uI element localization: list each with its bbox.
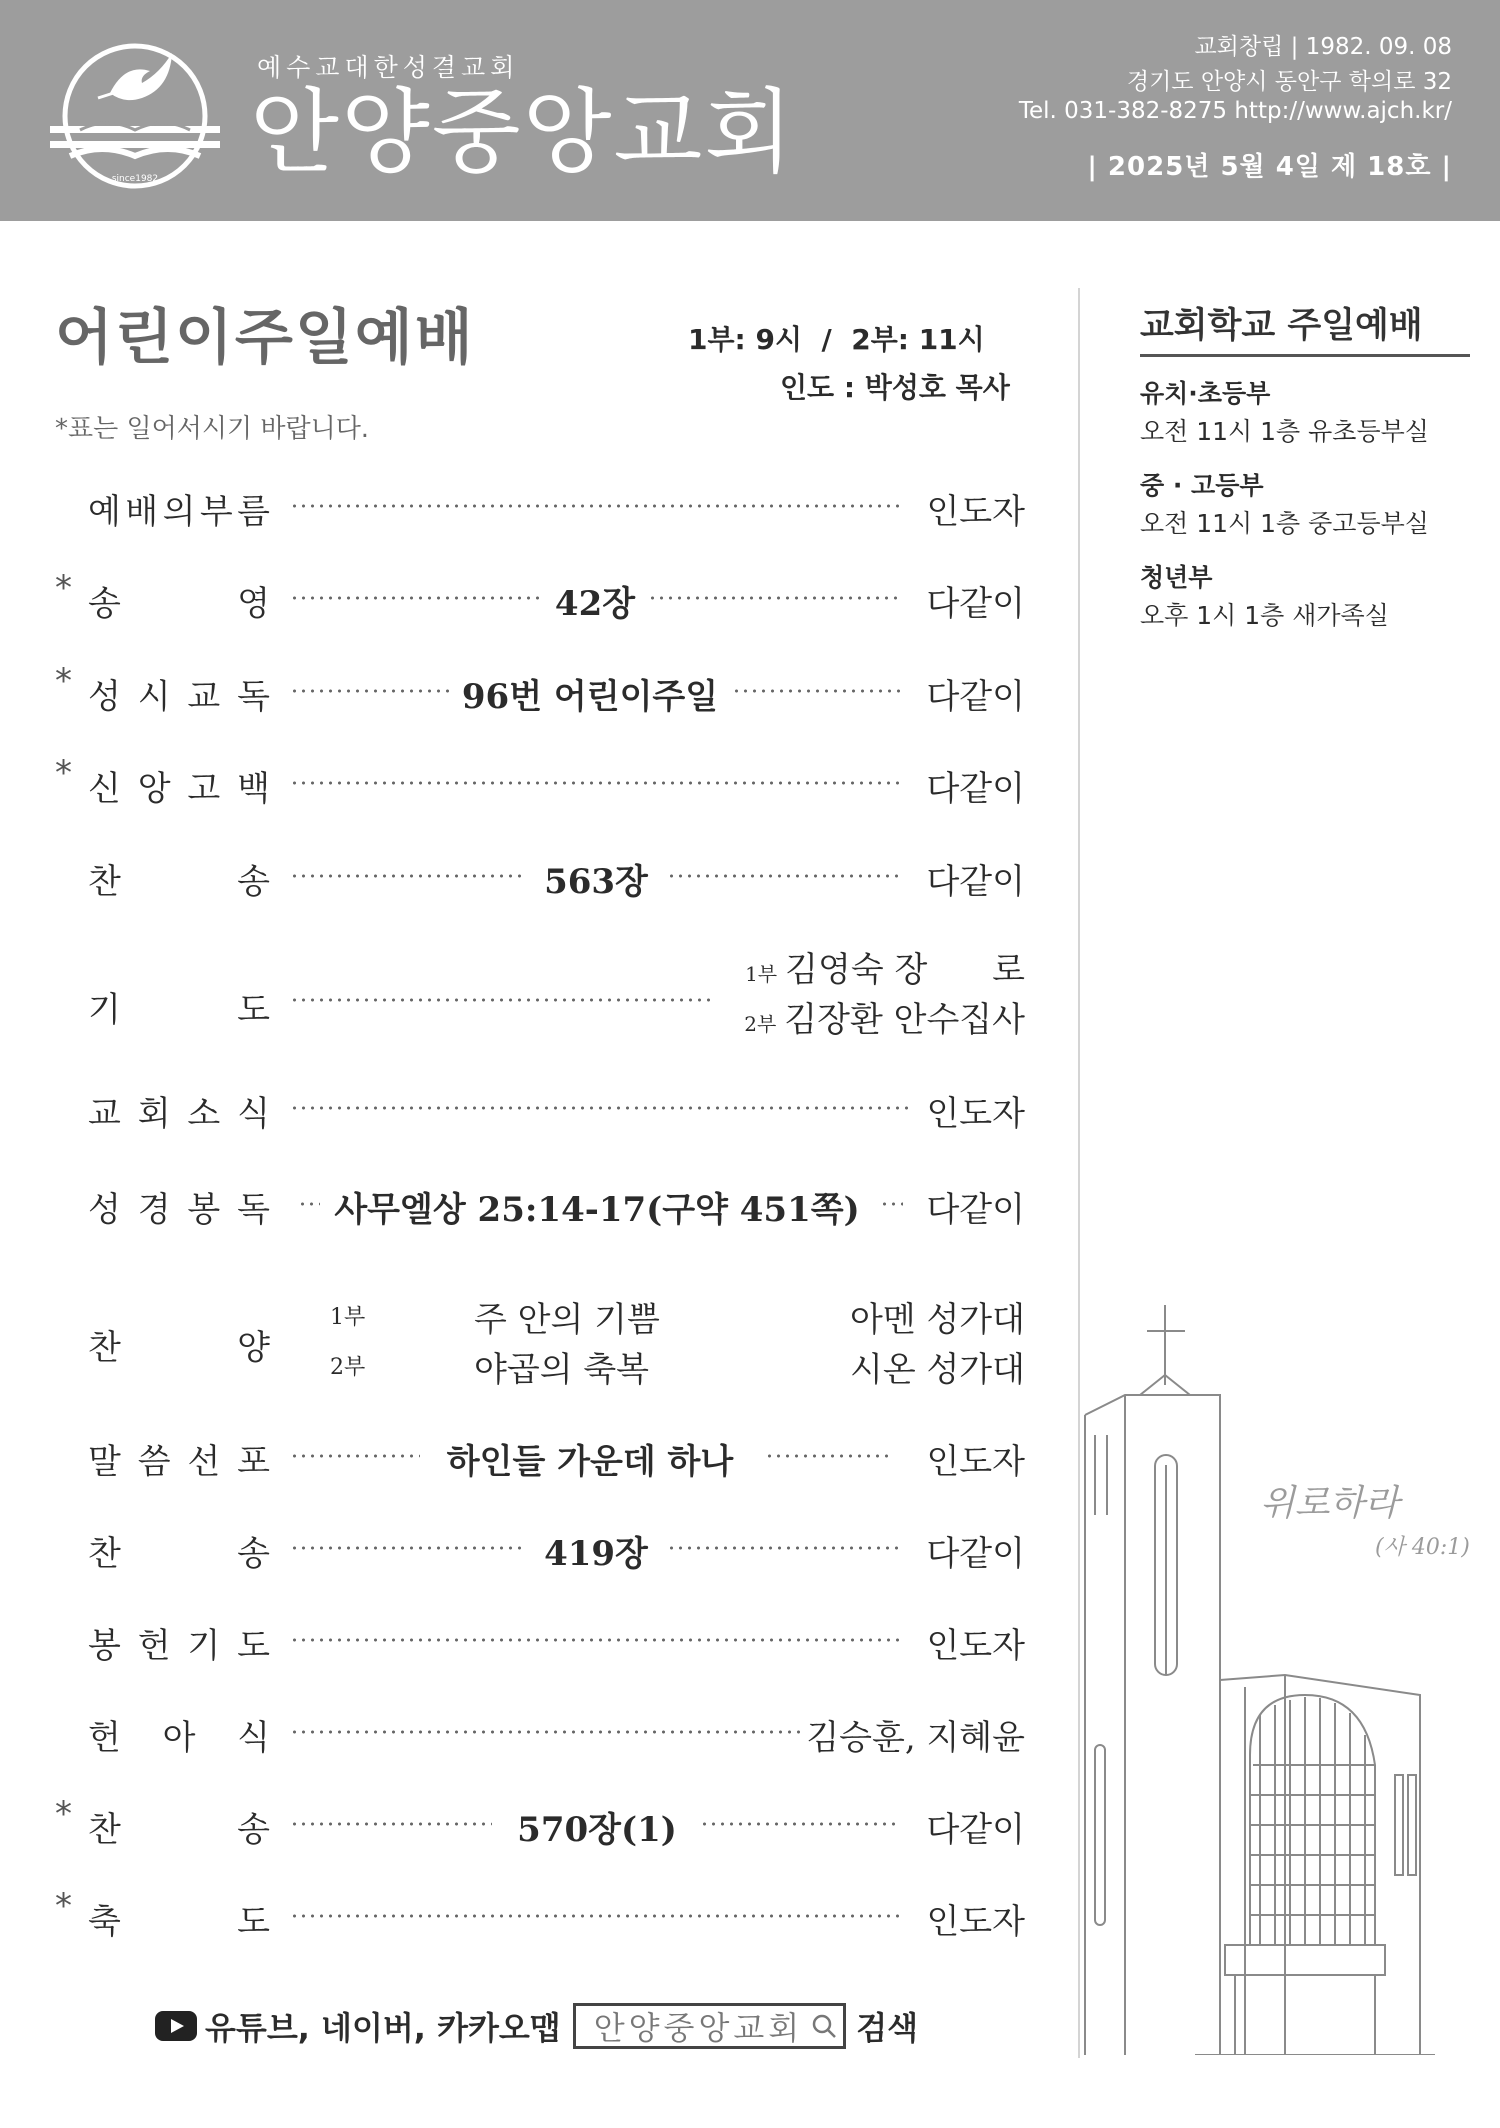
dot-leader — [298, 1200, 320, 1208]
order-row — [0, 1288, 1060, 1408]
order-row — [0, 1522, 1060, 1582]
service-part-label: 2부 — [330, 1355, 366, 1380]
sidebar-title-underline — [1140, 354, 1470, 357]
order-label: 송 영 — [88, 584, 270, 624]
bible-verse: 위로하라 — [1260, 1483, 1400, 1524]
order-presenter: 다같이 — [926, 584, 1025, 624]
order-row — [0, 1706, 1060, 1766]
search-term: 안양중앙교회 — [593, 2009, 804, 2047]
dot-leader — [290, 1820, 492, 1828]
search-action: 검색 — [856, 2009, 919, 2047]
footer-search-bar — [155, 2003, 918, 2049]
order-presenter: 다같이 — [926, 1534, 1025, 1574]
order-row — [0, 480, 1060, 540]
sidebar-group-detail: 오전 11시 1층 중고등부실 — [1140, 509, 1429, 538]
dot-leader — [667, 872, 900, 880]
order-label: 신 앙 고 백 — [88, 769, 270, 809]
dot-leader — [648, 594, 900, 602]
order-item-detail: 570장(1) — [517, 1810, 677, 1850]
dot-leader — [290, 1728, 803, 1736]
standing-marker: * — [55, 1794, 72, 1834]
order-label: 교 회 소 식 — [88, 1094, 270, 1134]
service-leader: 인도 : 박성호 목사 — [780, 371, 1010, 404]
header-banner — [0, 0, 1500, 221]
order-label: 봉 헌 기 도 — [88, 1626, 270, 1666]
order-row — [0, 1178, 1060, 1238]
anthem-title: 야곱의 축복 — [474, 1350, 650, 1390]
denomination: 예수교대한성결교회 — [257, 53, 520, 82]
dot-leader — [290, 502, 900, 510]
dot-leader — [290, 996, 712, 1004]
order-label: 찬 송 — [88, 862, 270, 902]
issue-date: | 2025년 5월 4일 제 18호 | — [1087, 152, 1452, 182]
sidebar-group-name: 유치·초등부 — [1140, 379, 1271, 408]
order-row — [0, 850, 1060, 910]
order-label: 성 시 교 독 — [88, 677, 270, 717]
service-part-label: 1부 — [745, 962, 778, 986]
order-row — [0, 1886, 1060, 1950]
order-item-detail: 419장 — [544, 1534, 648, 1574]
order-presenter: 김승훈, 지혜윤 — [806, 1718, 1025, 1758]
dot-leader — [290, 872, 525, 880]
dot-leader — [290, 1912, 900, 1920]
standing-marker: * — [55, 661, 72, 701]
order-row — [0, 661, 1060, 725]
order-label: 찬 양 — [88, 1328, 270, 1368]
service-title: 어린이주일예배 — [55, 303, 475, 373]
order-presenter: 다같이 — [926, 1190, 1025, 1230]
dot-leader — [290, 687, 450, 695]
prayer-line — [744, 992, 1025, 1041]
order-label: 헌 아 식 — [88, 1718, 270, 1758]
anthem-choir: 시온 성가대 — [849, 1350, 1025, 1390]
anthem-choir: 아멘 성가대 — [849, 1300, 1025, 1340]
order-item-detail: 563장 — [544, 862, 648, 902]
dot-leader — [732, 687, 900, 695]
order-presenter: 다같이 — [926, 769, 1025, 809]
dot-leader — [290, 1104, 910, 1112]
order-row — [0, 1794, 1060, 1858]
search-icon — [811, 2013, 837, 2039]
order-label: 말 씀 선 포 — [88, 1442, 270, 1482]
church-address: 경기도 안양시 동안구 학의로 32 — [1126, 69, 1452, 95]
bible-verse-reference: (사 40:1) — [1375, 1535, 1470, 1560]
order-label: 기 도 — [88, 990, 270, 1030]
search-box[interactable] — [573, 2003, 846, 2049]
sidebar-group-name: 청년부 — [1140, 563, 1213, 592]
order-presenter: 다같이 — [926, 1810, 1025, 1850]
founded-date: 교회창립 | 1982. 09. 08 — [1194, 34, 1452, 60]
order-row — [0, 753, 1060, 817]
youtube-icon[interactable] — [155, 2011, 197, 2041]
dot-leader — [765, 1452, 893, 1460]
sidebar-title: 교회학교 주일예배 — [1140, 306, 1423, 346]
order-presenter: 다같이 — [926, 862, 1025, 902]
order-row — [0, 568, 1060, 632]
service-part-label: 2부 — [744, 1012, 777, 1036]
dot-leader — [880, 1200, 903, 1208]
sidebar-group-detail: 오후 1시 1층 새가족실 — [1140, 601, 1389, 630]
order-presenter: 인도자 — [926, 492, 1025, 532]
order-row — [0, 950, 1060, 1070]
stand-note: *표는 일어서시기 바랍니다. — [55, 414, 370, 444]
dot-leader — [290, 1636, 900, 1644]
order-row — [0, 1614, 1060, 1674]
standing-marker: * — [55, 1886, 72, 1926]
contact-info: Tel. 031-382-8275 http://www.ajch.kr/ — [1018, 98, 1452, 124]
order-presenter: 인도자 — [926, 1094, 1025, 1134]
dot-leader — [700, 1820, 900, 1828]
order-item-detail: 하인들 가운데 하나 — [446, 1442, 734, 1482]
sidebar-group-name: 중 · 고등부 — [1140, 471, 1264, 500]
order-row — [0, 1082, 1060, 1142]
dot-leader — [290, 779, 900, 787]
service-part-label: 1부 — [330, 1305, 366, 1330]
church-logo — [50, 38, 220, 193]
dot-leader — [290, 1544, 525, 1552]
anthem-title: 주 안의 기쁨 — [474, 1300, 660, 1340]
standing-marker: * — [55, 568, 72, 608]
order-presenter: 인도자 — [926, 1902, 1025, 1942]
dot-leader — [290, 594, 540, 602]
search-platforms: 유튜브, 네이버, 카카오맵 — [205, 2009, 561, 2047]
order-item-detail: 42장 — [554, 584, 636, 624]
order-label: 예 배 의 부 름 — [88, 492, 270, 532]
order-row — [0, 1430, 1060, 1490]
order-label: 찬 송 — [88, 1534, 270, 1574]
order-presenter: 다같이 — [926, 677, 1025, 717]
order-presenter: 인도자 — [926, 1442, 1025, 1482]
church-name: 안양중앙교회 — [250, 79, 796, 186]
svg-text:since1982: since1982 — [111, 174, 159, 184]
order-item-detail: 96번 어린이주일 — [461, 677, 719, 717]
dot-leader — [290, 1452, 420, 1460]
order-item-detail: 사무엘상 25:14-17(구약 451쪽) — [334, 1190, 860, 1230]
sidebar-group-detail: 오전 11시 1층 유초등부실 — [1140, 417, 1429, 446]
dot-leader — [667, 1544, 900, 1552]
order-label: 축 도 — [88, 1902, 270, 1942]
order-label: 성 경 봉 독 — [88, 1190, 270, 1230]
prayer-line — [745, 942, 1025, 991]
service-times: 1부: 9시 / 2부: 11시 — [688, 323, 985, 356]
standing-marker: * — [55, 753, 72, 793]
prayer-leader: 김장환 안수집사 — [784, 1000, 1025, 1040]
prayer-leader: 김영숙 장 로 — [785, 950, 1025, 990]
order-presenter: 인도자 — [926, 1626, 1025, 1666]
church-building-illustration — [1075, 1295, 1500, 2055]
order-label: 찬 송 — [88, 1810, 270, 1850]
